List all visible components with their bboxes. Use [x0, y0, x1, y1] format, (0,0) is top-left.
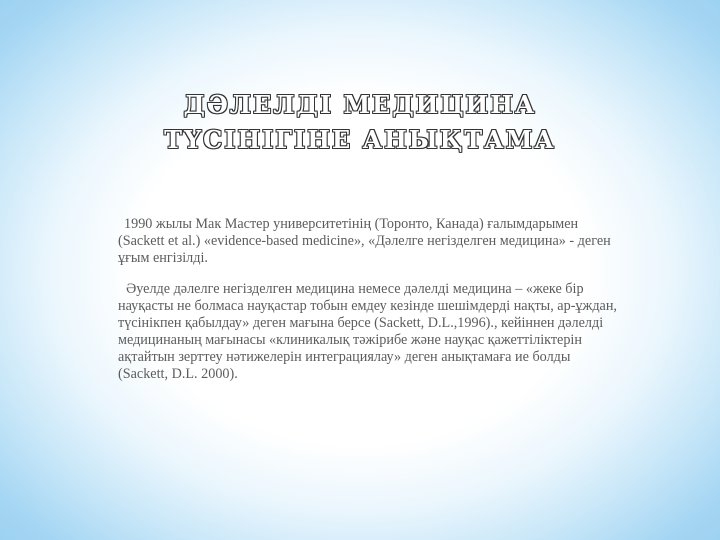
paragraph-history: 1990 жылы Мак Мастер университетінің (Торонто, Канада) ғалымдарымен (Sackett et al.) «evidence-based medicine», «Дәлелге негізделген медицина» - деген ұғым енгізілді.	[118, 216, 611, 266]
slide-title	[0, 87, 720, 157]
slide-title-line-1: ДӘЛЕЛДІ МЕДИЦИНА	[183, 90, 537, 119]
slide-title-line-2: ТҮСІНІГІНЕ АНЫҚТАМА	[164, 125, 556, 154]
paragraph-definition: Әуелде дәлелге негізделген медицина немесе дәлелді медицина – «жеке бір науқасты не болмаса науқастар тобын емдеу кезінде шешімдерді нақты, ар-ұждан, түсінікпен қабылдау» деген мағына берсе (Sackett, D.L.,1996)., кейіннен дәлелді медицинаның мағынасы «клиникалық тәжірибе және науқас қажеттіліктерін ақтайтын зерттеу нәтижелерін интеграциялау» деген анықтамаға ие болды (Sackett, D.L. 2000).	[118, 281, 617, 382]
slide-body	[118, 216, 618, 383]
